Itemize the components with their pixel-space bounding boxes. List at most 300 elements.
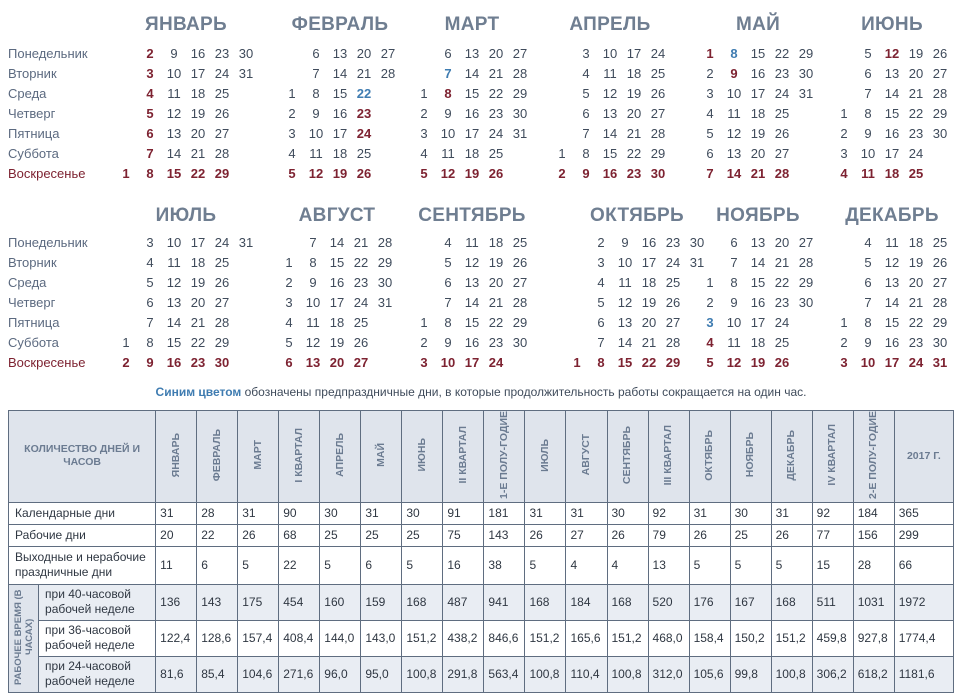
- table-row: [9, 584, 954, 620]
- table-cell: 31: [689, 502, 730, 524]
- day-cell: 30: [238, 46, 254, 61]
- col-header-year: 2017 Г.: [894, 411, 953, 503]
- day-cell: 13: [884, 275, 900, 290]
- day-cell: 16: [329, 275, 345, 290]
- day-cell: [412, 44, 436, 64]
- month-title: ДЕКАБРЬ: [845, 205, 939, 226]
- day-cell: 13: [884, 66, 900, 81]
- hours-table: [8, 410, 954, 693]
- day-cell: 17: [332, 126, 348, 141]
- day-cell: 21: [190, 146, 206, 161]
- day-cell: 1: [122, 166, 130, 181]
- day-cell: 17: [641, 255, 657, 270]
- table-cell: 1972: [894, 584, 953, 620]
- week-column: [904, 44, 928, 184]
- table-cell: 168: [525, 584, 566, 620]
- day-cell: 26: [932, 255, 948, 270]
- day-cell: 2: [706, 295, 714, 310]
- day-cell: 7: [444, 66, 452, 81]
- day-cell: 17: [884, 146, 900, 161]
- table-cell: 31: [566, 502, 607, 524]
- day-cell: [550, 84, 574, 104]
- day-cell: [412, 293, 436, 313]
- day-cell: [565, 233, 589, 253]
- day-cell: 8: [444, 315, 452, 330]
- day-cell: 17: [750, 315, 766, 330]
- table-cell: 5: [730, 546, 771, 584]
- day-cell: 2: [420, 106, 428, 121]
- table-cell: 25: [320, 524, 361, 546]
- day-cell: 16: [166, 355, 182, 370]
- day-cell: 9: [621, 235, 629, 250]
- day-cell: 8: [309, 255, 317, 270]
- day-cell: 23: [908, 335, 924, 350]
- day-cell: 24: [356, 126, 372, 141]
- day-cell: 1: [706, 46, 714, 61]
- day-cell: 1: [558, 146, 566, 161]
- week-column: [565, 233, 589, 373]
- day-cell: 12: [305, 335, 321, 350]
- day-cell: 18: [329, 315, 345, 330]
- day-cell: 18: [884, 166, 900, 181]
- day-cell: 27: [512, 46, 528, 61]
- day-cell: 19: [750, 126, 766, 141]
- table-cell: 5: [238, 546, 279, 584]
- day-cell: 16: [884, 335, 900, 350]
- month-title: НОЯБРЬ: [716, 205, 800, 226]
- week-column: [412, 233, 436, 373]
- col-header: АВГУСТ: [566, 411, 607, 503]
- day-cell: [412, 233, 436, 253]
- day-cell: 6: [597, 315, 605, 330]
- day-cell: 19: [626, 86, 642, 101]
- day-cell: 29: [798, 46, 814, 61]
- day-cell: 23: [908, 126, 924, 141]
- day-cell: 30: [650, 166, 666, 181]
- table-cell: 30: [607, 502, 648, 524]
- day-cell: 16: [602, 166, 618, 181]
- day-cell: 9: [170, 46, 178, 61]
- day-cell: [376, 124, 400, 144]
- day-cell: 22: [908, 106, 924, 121]
- table-cell: 618,2: [853, 656, 894, 692]
- day-cell: 18: [190, 255, 206, 270]
- day-cell: 8: [864, 315, 872, 330]
- day-cell: 19: [908, 255, 924, 270]
- day-cell: [565, 273, 589, 293]
- table-cell: 26: [238, 524, 279, 546]
- day-cell: 14: [884, 86, 900, 101]
- table-cell: 31: [771, 502, 812, 524]
- day-cell: [794, 104, 818, 124]
- day-cell: 2: [420, 335, 428, 350]
- table-cell: 136: [156, 584, 197, 620]
- day-cell: 13: [166, 126, 182, 141]
- week-column: [277, 233, 301, 373]
- day-cell: 23: [626, 166, 642, 181]
- table-cell: 181: [484, 502, 525, 524]
- day-cell: 28: [650, 126, 666, 141]
- day-cell: 31: [512, 126, 528, 141]
- day-cell: 27: [353, 355, 369, 370]
- week-column: [508, 233, 532, 373]
- day-cell: 14: [617, 335, 633, 350]
- table-cell: 100,8: [525, 656, 566, 692]
- day-cell: 24: [488, 355, 504, 370]
- day-cell: 21: [356, 66, 372, 81]
- week-column: [722, 233, 746, 373]
- table-cell: 1031: [853, 584, 894, 620]
- day-cell: 25: [774, 106, 790, 121]
- day-cell: 4: [146, 255, 154, 270]
- week-column: [373, 233, 397, 373]
- day-cell: 13: [166, 295, 182, 310]
- day-cell: 30: [798, 66, 814, 81]
- day-cell: 18: [488, 235, 504, 250]
- day-cell: 6: [864, 275, 872, 290]
- table-cell: 941: [484, 584, 525, 620]
- day-cell: 10: [726, 86, 742, 101]
- week-column: [114, 233, 138, 373]
- day-cell: 29: [650, 146, 666, 161]
- day-cell: 27: [774, 146, 790, 161]
- preholiday-note: [0, 385, 962, 399]
- day-cell: [234, 104, 258, 124]
- day-cell: 19: [190, 106, 206, 121]
- day-cell: 24: [214, 235, 230, 250]
- day-cell: [698, 233, 722, 253]
- month-block: [698, 205, 818, 380]
- day-labels-row2: [8, 233, 123, 373]
- day-cell: 23: [353, 275, 369, 290]
- table-cell: 151,2: [402, 620, 443, 656]
- day-cell: 7: [864, 86, 872, 101]
- day-cell: 9: [582, 166, 590, 181]
- table-cell: 271,6: [279, 656, 320, 692]
- day-cell: 20: [750, 146, 766, 161]
- day-cell: 15: [884, 315, 900, 330]
- row-label: при 24-часовой рабочей неделе: [39, 656, 156, 692]
- row-label: Календарные дни: [9, 502, 156, 524]
- day-cell: 5: [864, 255, 872, 270]
- day-cell: 1: [420, 86, 428, 101]
- day-cell: [114, 313, 138, 333]
- day-cell: 2: [146, 46, 154, 61]
- table-cell: 151,2: [525, 620, 566, 656]
- day-cell: 9: [444, 106, 452, 121]
- day-cell: 15: [166, 335, 182, 350]
- day-cell: 16: [332, 106, 348, 121]
- day-cell: [376, 104, 400, 124]
- week-column: [574, 44, 598, 184]
- day-label-fri: Пятница: [8, 315, 60, 330]
- table-cell: 927,8: [853, 620, 894, 656]
- col-header: III КВАРТАЛ: [648, 411, 689, 503]
- week-column: [880, 233, 904, 373]
- week-column: [880, 44, 904, 184]
- day-cell: 5: [288, 166, 296, 181]
- month-title: АВГУСТ: [298, 205, 376, 226]
- day-cell: [550, 44, 574, 64]
- col-header: НОЯБРЬ: [730, 411, 771, 503]
- day-cell: 9: [864, 126, 872, 141]
- day-cell: 22: [353, 255, 369, 270]
- day-cell: 7: [146, 146, 154, 161]
- row-label: Рабочие дни: [9, 524, 156, 546]
- day-label-mon: Понедельник: [8, 46, 88, 61]
- day-cell: 15: [884, 106, 900, 121]
- day-cell: 5: [706, 126, 714, 141]
- day-cell: [794, 333, 818, 353]
- table-cell: 5: [771, 546, 812, 584]
- month-title: СЕНТЯБРЬ: [418, 205, 526, 226]
- table-cell: 68: [279, 524, 320, 546]
- day-cell: 13: [726, 146, 742, 161]
- day-cell: 27: [665, 315, 681, 330]
- week-column: [550, 44, 574, 184]
- day-cell: 22: [641, 355, 657, 370]
- day-cell: 3: [420, 355, 428, 370]
- day-cell: 5: [706, 355, 714, 370]
- day-cell: 24: [908, 146, 924, 161]
- day-cell: [114, 293, 138, 313]
- day-cell: 2: [558, 166, 566, 181]
- note-highlight: Синим цветом: [155, 385, 242, 399]
- day-cell: 18: [626, 66, 642, 81]
- month-title: ИЮЛЬ: [155, 205, 217, 226]
- day-cell: 11: [885, 235, 899, 250]
- month-title: ОКТЯБРЬ: [590, 205, 684, 226]
- table-cell: 365: [894, 502, 953, 524]
- day-cell: 5: [420, 166, 428, 181]
- day-cell: 7: [444, 295, 452, 310]
- day-cell: 10: [860, 146, 876, 161]
- table-cell: 408,4: [279, 620, 320, 656]
- day-cell: [114, 144, 138, 164]
- week-column: [661, 233, 685, 373]
- day-cell: [277, 233, 301, 253]
- table-row: [9, 524, 954, 546]
- table-cell: 846,6: [484, 620, 525, 656]
- day-cell: 10: [305, 295, 321, 310]
- day-cell: 6: [444, 275, 452, 290]
- day-cell: [114, 104, 138, 124]
- week-column: [746, 44, 770, 184]
- month-title: МАРТ: [444, 14, 500, 35]
- day-cell: [376, 84, 400, 104]
- table-cell: 31: [361, 502, 402, 524]
- table-cell: 30: [320, 502, 361, 524]
- table-cell: 168: [402, 584, 443, 620]
- day-cell: 2: [122, 355, 130, 370]
- day-cell: 30: [798, 295, 814, 310]
- table-cell: 143,0: [361, 620, 402, 656]
- day-label-sun: Воскресенье: [8, 166, 86, 181]
- day-cell: 1: [706, 275, 714, 290]
- day-cell: 17: [464, 355, 480, 370]
- table-cell: 5: [525, 546, 566, 584]
- month-block: [832, 14, 952, 189]
- week-column: [722, 44, 746, 184]
- day-label-tue: Вторник: [8, 255, 57, 270]
- day-cell: [280, 64, 304, 84]
- day-cell: 10: [166, 66, 182, 81]
- table-cell: 144,0: [320, 620, 361, 656]
- col-header: ИЮНЬ: [402, 411, 443, 503]
- table-cell: 168: [771, 584, 812, 620]
- day-cell: 10: [860, 355, 876, 370]
- table-cell: 25: [402, 524, 443, 546]
- table-cell: 27: [566, 524, 607, 546]
- day-cell: 31: [238, 235, 254, 250]
- table-cell: 454: [279, 584, 320, 620]
- col-header: II КВАРТАЛ: [443, 411, 484, 503]
- day-cell: 28: [774, 166, 790, 181]
- day-cell: 27: [932, 66, 948, 81]
- day-cell: [832, 44, 856, 64]
- day-cell: 27: [798, 235, 814, 250]
- day-cell: 19: [329, 335, 345, 350]
- week-column: [484, 233, 508, 373]
- day-cell: 11: [167, 255, 181, 270]
- day-cell: 23: [190, 355, 206, 370]
- day-cell: 6: [312, 46, 320, 61]
- day-cell: 3: [420, 126, 428, 141]
- day-cell: 27: [512, 275, 528, 290]
- week-column: [349, 233, 373, 373]
- day-cell: 19: [641, 295, 657, 310]
- day-cell: 20: [626, 106, 642, 121]
- day-cell: 24: [774, 315, 790, 330]
- day-cell: [412, 64, 436, 84]
- day-cell: 24: [488, 126, 504, 141]
- day-cell: 9: [146, 355, 154, 370]
- day-cell: 5: [582, 86, 590, 101]
- day-cell: 15: [750, 46, 766, 61]
- day-cell: 5: [597, 295, 605, 310]
- day-cell: 15: [329, 255, 345, 270]
- day-cell: [114, 124, 138, 144]
- day-cell: 23: [214, 46, 230, 61]
- day-cell: 23: [356, 106, 372, 121]
- day-cell: [114, 273, 138, 293]
- day-cell: 5: [146, 106, 154, 121]
- day-cell: [234, 144, 258, 164]
- day-cell: 20: [641, 315, 657, 330]
- day-cell: 14: [750, 255, 766, 270]
- day-cell: 16: [884, 126, 900, 141]
- day-label-tue: Вторник: [8, 66, 57, 81]
- table-cell: 105,6: [689, 656, 730, 692]
- week-column: [904, 233, 928, 373]
- week-column: [598, 44, 622, 184]
- day-cell: 25: [774, 335, 790, 350]
- table-cell: 26: [771, 524, 812, 546]
- day-cell: 1: [122, 335, 130, 350]
- table-body: [9, 502, 954, 692]
- day-cell: 3: [288, 126, 296, 141]
- table-cell: 151,2: [607, 620, 648, 656]
- week-column: [162, 233, 186, 373]
- day-cell: 29: [512, 315, 528, 330]
- day-cell: 28: [377, 235, 393, 250]
- day-cell: 4: [706, 106, 714, 121]
- table-cell: 28: [197, 502, 238, 524]
- day-cell: 16: [464, 335, 480, 350]
- day-cell: 19: [908, 46, 924, 61]
- day-cell: 29: [798, 275, 814, 290]
- day-cell: [832, 253, 856, 273]
- day-cell: 28: [665, 335, 681, 350]
- day-cell: [373, 333, 397, 353]
- week-column: [114, 44, 138, 184]
- table-cell: 30: [730, 502, 771, 524]
- day-cell: 27: [214, 126, 230, 141]
- month-block: [565, 205, 709, 380]
- table-cell: 122,4: [156, 620, 197, 656]
- day-cell: 3: [840, 355, 848, 370]
- day-cell: [508, 353, 532, 373]
- day-cell: 11: [861, 166, 875, 181]
- day-cell: 12: [166, 275, 182, 290]
- table-header-row: [9, 411, 954, 503]
- table-cell: 6: [361, 546, 402, 584]
- day-cell: 13: [602, 106, 618, 121]
- day-cell: 12: [884, 255, 900, 270]
- day-cell: 29: [665, 355, 681, 370]
- table-cell: 520: [648, 584, 689, 620]
- day-cell: 26: [353, 335, 369, 350]
- working-time-group-label: РАБОЧЕЕ ВРЕМЯ (В ЧАСАХ): [9, 584, 39, 692]
- day-label-mon: Понедельник: [8, 235, 88, 250]
- table-corner-header: КОЛИЧЕСТВО ДНЕЙ И ЧАСОВ: [9, 411, 156, 503]
- day-cell: 31: [798, 86, 814, 101]
- day-cell: 22: [908, 315, 924, 330]
- table-cell: 299: [894, 524, 953, 546]
- day-cell: 24: [908, 355, 924, 370]
- table-cell: 5: [689, 546, 730, 584]
- week-column: [856, 44, 880, 184]
- table-cell: 175: [238, 584, 279, 620]
- day-cell: 21: [190, 315, 206, 330]
- week-column: [484, 44, 508, 184]
- col-header: ИЮЛЬ: [525, 411, 566, 503]
- day-cell: 18: [464, 146, 480, 161]
- day-cell: 28: [214, 315, 230, 330]
- day-cell: 4: [146, 86, 154, 101]
- day-cell: 29: [214, 166, 230, 181]
- month-block: [550, 14, 670, 189]
- day-cell: 20: [356, 46, 372, 61]
- day-cell: 22: [774, 275, 790, 290]
- day-cell: 18: [750, 106, 766, 121]
- day-cell: 1: [840, 315, 848, 330]
- table-cell: 20: [156, 524, 197, 546]
- day-cell: 16: [641, 235, 657, 250]
- table-cell: 110,4: [566, 656, 607, 692]
- week-column: [856, 233, 880, 373]
- week-column: [234, 44, 258, 184]
- day-cell: 10: [308, 126, 324, 141]
- week-column: [138, 233, 162, 373]
- day-cell: [508, 164, 532, 184]
- day-cell: 25: [214, 255, 230, 270]
- day-cell: [114, 253, 138, 273]
- week-column: [622, 44, 646, 184]
- day-cell: 17: [750, 86, 766, 101]
- day-cell: 2: [840, 126, 848, 141]
- week-column: [508, 44, 532, 184]
